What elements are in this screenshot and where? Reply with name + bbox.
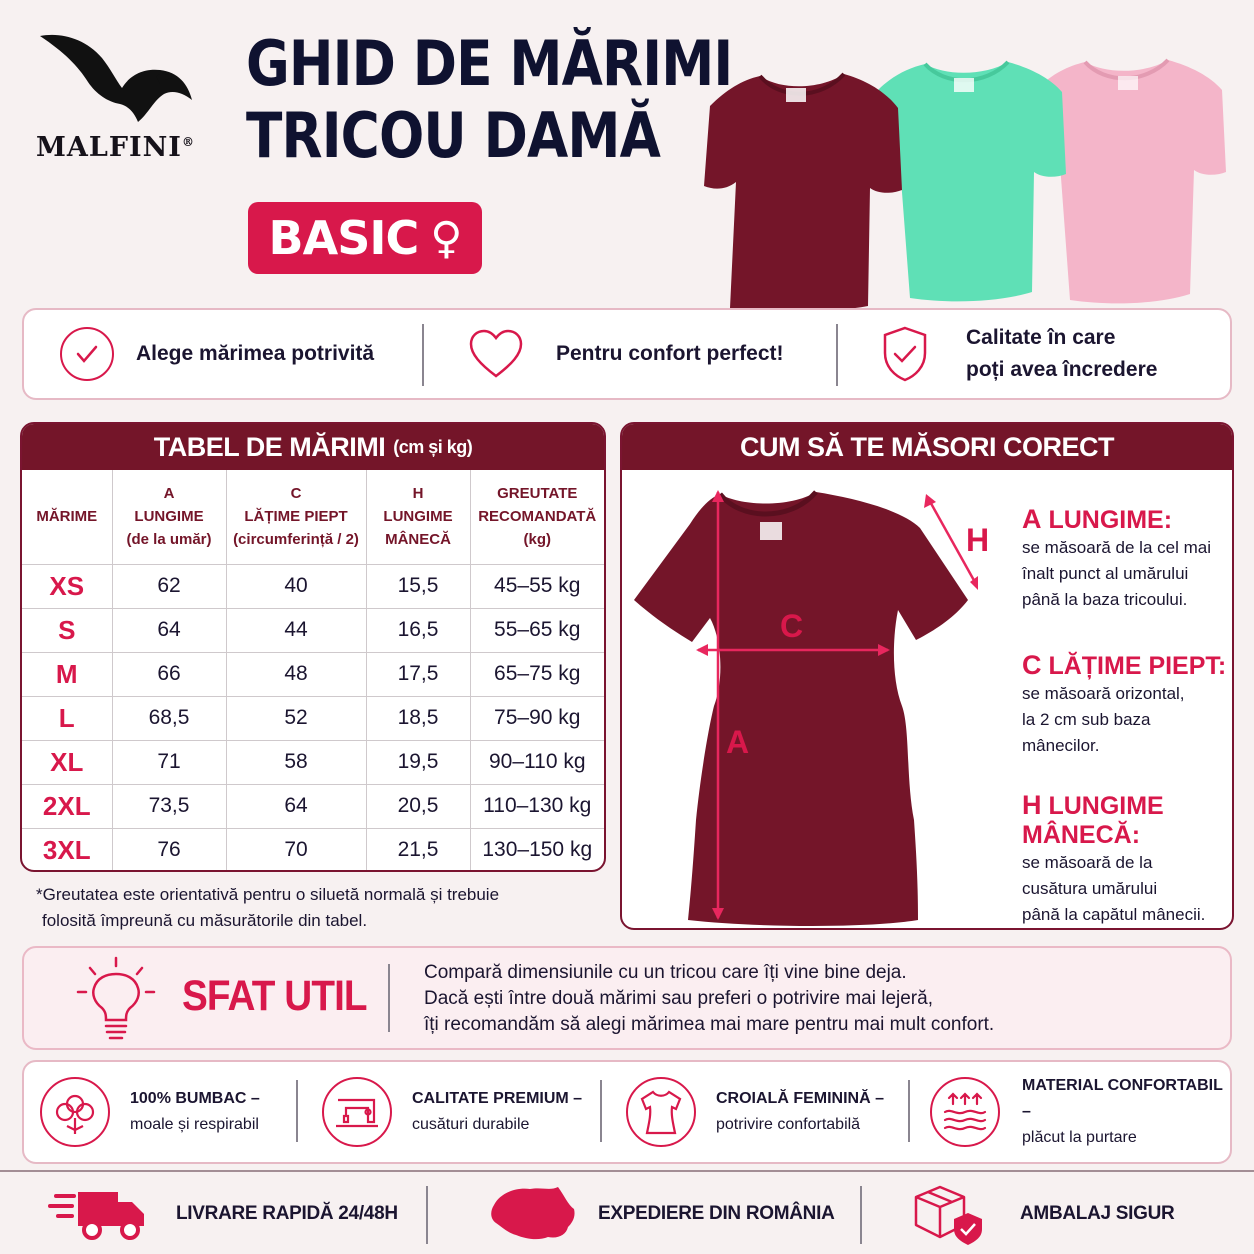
- footer-label: EXPEDIERE DIN ROMÂNIA: [598, 1203, 835, 1224]
- divider: [860, 1186, 862, 1244]
- bird-logo-icon: [30, 28, 200, 128]
- table-row: [22, 608, 604, 652]
- check-circle-icon: [60, 327, 114, 381]
- tip-title: SFAT UTIL: [182, 972, 367, 1020]
- weight-cell: 130–150 kg: [470, 828, 604, 872]
- divider: [296, 1080, 298, 1142]
- sleeve-cell: 18,5: [366, 696, 470, 740]
- table-row: [22, 696, 604, 740]
- length-cell: 68,5: [112, 696, 226, 740]
- weight-cell: 90–110 kg: [470, 740, 604, 784]
- col-header-chest: C LĂȚIME PIEPT (circumferință / 2): [226, 470, 366, 564]
- lightbulb-icon: [76, 956, 156, 1042]
- divider: [836, 324, 838, 386]
- chest-cell: 52: [226, 696, 366, 740]
- length-cell: 76: [112, 828, 226, 872]
- col-header-weight: GREUTATE RECOMANDATĂ (kg): [470, 470, 604, 564]
- footer-label: LIVRARE RAPIDĂ 24/48H: [176, 1203, 398, 1224]
- measure-title: CUM SĂ TE MĂSORI CORECT: [622, 424, 1232, 470]
- footer-item-romania: [486, 1178, 835, 1250]
- chest-cell: 64: [226, 784, 366, 828]
- size-cell: 3XL: [22, 828, 112, 872]
- weight-cell: 55–65 kg: [470, 608, 604, 652]
- benefit-item: [322, 1062, 582, 1162]
- feature-label: Pentru confort perfect!: [556, 342, 784, 365]
- size-cell: XS: [22, 564, 112, 608]
- sleeve-cell: 21,5: [366, 828, 470, 872]
- measurement-diagram: [630, 480, 990, 930]
- romania-map-icon: [486, 1183, 578, 1245]
- benefit-title: 100% BUMBAC –: [130, 1090, 260, 1107]
- size-cell: S: [22, 608, 112, 652]
- length-cell: 66: [112, 652, 226, 696]
- footer-divider: [0, 1170, 1254, 1172]
- divider: [600, 1080, 602, 1142]
- benefit-title: CALITATE PREMIUM –: [412, 1090, 583, 1107]
- chest-cell: 70: [226, 828, 366, 872]
- size-cell: XL: [22, 740, 112, 784]
- feature-item: [882, 310, 1157, 398]
- brand-name: MALFINI®: [36, 132, 195, 163]
- chest-cell: 40: [226, 564, 366, 608]
- sewing-machine-icon: [322, 1077, 392, 1147]
- benefit-item: [626, 1062, 884, 1162]
- measure-panel: [620, 422, 1234, 930]
- feature-item: [468, 310, 784, 398]
- chest-cell: 58: [226, 740, 366, 784]
- size-table-panel: [20, 422, 606, 872]
- footer-item-delivery: [48, 1178, 398, 1250]
- table-row: [22, 828, 604, 872]
- weight-cell: 65–75 kg: [470, 652, 604, 696]
- table-header-row: [22, 470, 604, 564]
- basic-badge: BASIC ♀: [248, 202, 482, 274]
- footer-item-packaging: [912, 1178, 1174, 1250]
- measure-item-length: A LUNGIME: se măsoară de la cel mai înalt punct al umărului până la baza tricoului.: [1022, 504, 1211, 609]
- sleeve-cell: 15,5: [366, 564, 470, 608]
- features-bar: [22, 308, 1232, 400]
- secure-box-icon: [912, 1183, 988, 1245]
- size-cell: L: [22, 696, 112, 740]
- sleeve-cell: 17,5: [366, 652, 470, 696]
- shield-check-icon: [882, 325, 928, 383]
- table-row: [22, 740, 604, 784]
- weight-cell: 110–130 kg: [470, 784, 604, 828]
- cotton-icon: [40, 1077, 110, 1147]
- divider: [422, 324, 424, 386]
- table-row: [22, 564, 604, 608]
- tip-text: Compară dimensiunile cu un tricou care îți vine bine deja. Dacă ești între două mărimi sau preferi o potrivire mai lejeră, îți recomandăm să alegi mărimea mai mare pentru mai mult confort.: [424, 962, 995, 1035]
- chest-cell: 44: [226, 608, 366, 652]
- length-cell: 62: [112, 564, 226, 608]
- length-cell: 73,5: [112, 784, 226, 828]
- sleeve-cell: 19,5: [366, 740, 470, 784]
- label-h: H: [966, 522, 990, 558]
- soft-material-icon: [930, 1077, 1000, 1147]
- label-c: C: [780, 608, 804, 644]
- sleeve-cell: 20,5: [366, 784, 470, 828]
- benefit-item: [930, 1062, 1230, 1162]
- weight-footnote: *Greutatea este orientativă pentru o siluetă normală și trebuie folosită împreună cu măsurătorile din tabel.: [36, 885, 500, 930]
- footer-label: AMBALAJ SIGUR: [1020, 1203, 1175, 1224]
- benefit-title: MATERIAL CONFORTABIL –: [1022, 1077, 1223, 1120]
- size-table-title: TABEL DE MĂRIMI (cm și kg): [22, 424, 604, 470]
- chest-cell: 48: [226, 652, 366, 696]
- col-header-size: MĂRIME: [22, 470, 112, 564]
- divider: [908, 1080, 910, 1142]
- measure-item-chest: C LĂȚIME PIEPT: se măsoară orizontal, la 2 cm sub baza mânecilor.: [1022, 650, 1227, 755]
- col-header-sleeve: H LUNGIME MÂNECĂ: [366, 470, 470, 564]
- benefits-bar: [22, 1060, 1232, 1164]
- table-row: [22, 652, 604, 696]
- weight-cell: 45–55 kg: [470, 564, 604, 608]
- benefit-subtitle: moale și respirabil: [130, 1116, 259, 1133]
- length-cell: 64: [112, 608, 226, 652]
- size-table: [22, 470, 604, 872]
- benefit-item: [40, 1062, 260, 1162]
- feminine-shirt-icon: [626, 1077, 696, 1147]
- fast-truck-icon: [48, 1186, 148, 1242]
- sleeve-cell: 16,5: [366, 608, 470, 652]
- benefit-subtitle: plăcut la purtare: [1022, 1129, 1137, 1146]
- benefit-subtitle: potrivire confortabilă: [716, 1116, 861, 1133]
- table-row: [22, 784, 604, 828]
- divider: [388, 964, 390, 1032]
- label-a: A: [726, 724, 750, 760]
- benefit-subtitle: cusături durabile: [412, 1116, 530, 1133]
- heart-icon: [468, 328, 524, 380]
- female-symbol-icon: ♀: [430, 212, 462, 264]
- benefit-title: CROIALĂ FEMININĂ –: [716, 1090, 884, 1107]
- feature-label: Calitate în care poți avea încredere: [966, 326, 1158, 381]
- tip-box: [22, 946, 1232, 1050]
- divider: [426, 1186, 428, 1244]
- weight-cell: 75–90 kg: [470, 696, 604, 740]
- burgundy-shirt-image: [700, 70, 910, 310]
- col-header-length: A LUNGIME (de la umăr): [112, 470, 226, 564]
- length-cell: 71: [112, 740, 226, 784]
- size-cell: 2XL: [22, 784, 112, 828]
- size-cell: M: [22, 652, 112, 696]
- feature-label: Alege mărimea potrivită: [136, 342, 375, 365]
- feature-item: [60, 310, 374, 398]
- page-title: GHID DE MĂRIMI TRICOU DAMĂ: [246, 27, 733, 172]
- measure-item-sleeve: H LUNGIME MÂNECĂ: se măsoară de la cusătura umărului până la capătul mânecii.: [1022, 790, 1206, 924]
